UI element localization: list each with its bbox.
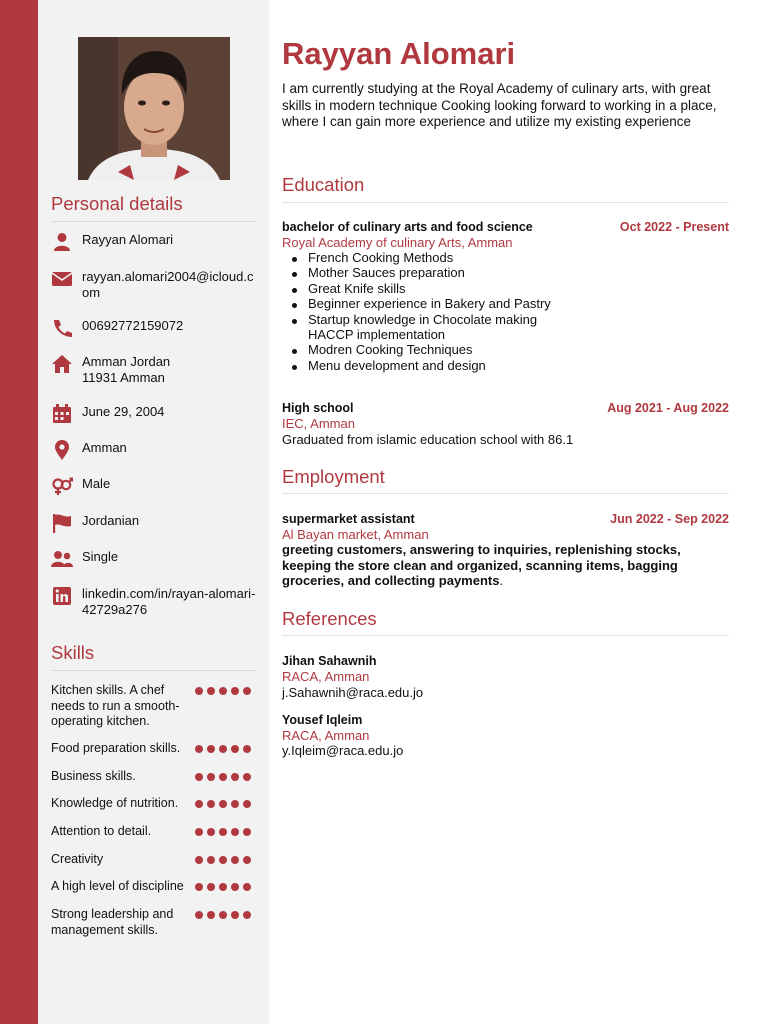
profile-summary: I am currently studying at the Royal Academy of culinary arts, with great skills in modern technique Cooking looking forward to working in a place, where I can gain more experience and utilize my existing experience xyxy=(282,81,717,129)
skill-level-dot xyxy=(231,800,239,808)
skill-item xyxy=(51,824,263,840)
education-date: Oct 2022 - Present xyxy=(619,220,729,234)
skill-level-dot xyxy=(207,828,215,836)
skill-level-dot xyxy=(231,856,239,864)
education-title: High school xyxy=(282,401,354,415)
education-institution: IEC, Amman xyxy=(282,416,355,431)
skill-level-dot xyxy=(219,911,227,919)
skill-name: Food preparation skills. xyxy=(51,741,181,755)
divider xyxy=(51,221,256,222)
skill-item xyxy=(51,796,263,812)
skill-name: A high level of discipline xyxy=(51,879,184,893)
skill-level-dot xyxy=(243,828,251,836)
person-icon xyxy=(51,232,73,252)
skill-level-dot xyxy=(243,883,251,891)
candidate-name: Rayyan Alomari xyxy=(282,36,516,71)
employment-heading: Employment xyxy=(282,466,385,487)
skill-level-dot xyxy=(195,883,203,891)
skill-name: Strong leadership and management skills. xyxy=(51,907,174,937)
skill-level-dot xyxy=(207,745,215,753)
skill-item xyxy=(51,879,263,895)
skill-level-dot xyxy=(231,828,239,836)
skill-level-dot xyxy=(243,687,251,695)
detail-text: Male xyxy=(82,476,111,491)
education-heading: Education xyxy=(282,174,365,195)
skill-level-dot xyxy=(231,745,239,753)
skill-level-dot xyxy=(219,745,227,753)
home-icon xyxy=(51,354,73,374)
accent-stripe xyxy=(0,0,38,1024)
skill-level-dot xyxy=(243,745,251,753)
flag-icon xyxy=(51,513,73,533)
skill-level-dot xyxy=(243,911,251,919)
job-employer: Al Bayan market, Amman xyxy=(282,527,429,542)
job-description-text: greeting customers, answering to inquiries, replenishing stocks, keeping the store clean and organized, scanning items, bagging groceries, and collecting payments xyxy=(282,542,681,588)
skill-name: Creativity xyxy=(51,852,104,866)
divider xyxy=(282,635,729,636)
skills-heading: Skills xyxy=(51,642,95,663)
skill-item xyxy=(51,769,263,785)
skill-level-dots xyxy=(195,773,251,781)
skill-name: Attention to detail. xyxy=(51,824,152,838)
detail-text: June 29, 2004 xyxy=(82,404,165,419)
personal-details-heading: Personal details xyxy=(51,193,183,214)
skill-level-dots xyxy=(195,828,251,836)
list-item: Beginner experience in Bakery and Pastry xyxy=(292,296,592,311)
skill-level-dot xyxy=(231,687,239,695)
skill-item xyxy=(51,907,263,938)
detail-text: Rayyan Alomari xyxy=(82,232,174,247)
linkedin-icon xyxy=(51,586,73,606)
education-date: Aug 2021 - Aug 2022 xyxy=(607,401,729,415)
reference-name: Yousef Iqleim xyxy=(282,713,363,727)
job-title: supermarket assistant xyxy=(282,512,415,526)
reference-name: Jihan Sahawnih xyxy=(282,654,377,668)
skill-level-dot xyxy=(207,687,215,695)
references-heading: References xyxy=(282,608,377,629)
skill-item xyxy=(51,741,263,757)
skill-level-dot xyxy=(195,911,203,919)
skill-level-dot xyxy=(195,745,203,753)
job-date: Jun 2022 - Sep 2022 xyxy=(610,512,729,526)
skill-level-dots xyxy=(195,687,251,695)
profile-photo xyxy=(78,37,230,180)
divider xyxy=(282,202,729,203)
skill-level-dot xyxy=(219,828,227,836)
email-icon xyxy=(51,269,73,289)
skill-level-dot xyxy=(195,828,203,836)
skill-level-dot xyxy=(195,856,203,864)
detail-text[interactable]: 00692772159072 xyxy=(82,318,184,333)
list-item: Great Knife skills xyxy=(292,281,592,296)
phone-icon xyxy=(51,318,73,338)
people-icon xyxy=(51,549,73,569)
skill-level-dot xyxy=(195,687,203,695)
skill-level-dots xyxy=(195,911,251,919)
list-item: Mother Sauces preparation xyxy=(292,265,592,280)
skill-level-dot xyxy=(207,800,215,808)
reference-email[interactable]: y.Iqleim@raca.edu.jo xyxy=(282,743,404,758)
detail-text: Single xyxy=(82,549,119,564)
skill-level-dot xyxy=(195,773,203,781)
education-title: bachelor of culinary arts and food science xyxy=(282,220,533,234)
skill-level-dots xyxy=(195,800,251,808)
reference-org: RACA, Amman xyxy=(282,728,370,743)
detail-text[interactable]: rayyan.alomari2004@icloud.com xyxy=(82,269,254,300)
skill-level-dot xyxy=(219,856,227,864)
detail-text: Amman xyxy=(82,440,127,455)
calendar-icon xyxy=(51,404,73,424)
education-institution: Royal Academy of culinary Arts, Amman xyxy=(282,235,513,250)
location-pin-icon xyxy=(51,440,73,460)
skill-level-dot xyxy=(243,800,251,808)
skill-level-dot xyxy=(207,883,215,891)
reference-org: RACA, Amman xyxy=(282,669,370,684)
skill-level-dots xyxy=(195,883,251,891)
list-item: Menu development and design xyxy=(292,358,592,373)
list-item: Modren Cooking Techniques xyxy=(292,342,592,357)
skill-level-dot xyxy=(219,687,227,695)
detail-text: Jordanian xyxy=(82,513,140,528)
skill-name: Knowledge of nutrition. xyxy=(51,796,179,810)
education-bullet-list xyxy=(292,250,592,373)
skill-level-dots xyxy=(195,856,251,864)
job-description xyxy=(282,542,697,589)
skill-level-dot xyxy=(231,773,239,781)
gender-icon xyxy=(51,476,73,496)
job-description-end: . xyxy=(499,573,504,588)
skill-level-dot xyxy=(207,773,215,781)
skill-name: Business skills. xyxy=(51,769,136,783)
skill-level-dot xyxy=(231,911,239,919)
detail-text: Amman Jordan 11931 Amman xyxy=(82,354,171,385)
skill-level-dot xyxy=(219,800,227,808)
skill-level-dot xyxy=(195,800,203,808)
skill-level-dot xyxy=(207,911,215,919)
reference-email[interactable]: j.Sahawnih@raca.edu.jo xyxy=(282,685,424,700)
divider xyxy=(282,493,729,494)
list-item: French Cooking Methods xyxy=(292,250,592,265)
skill-item xyxy=(51,683,263,730)
skill-level-dot xyxy=(243,773,251,781)
skill-level-dot xyxy=(231,883,239,891)
education-description: Graduated from islamic education school with 86.1 xyxy=(282,432,574,447)
skill-level-dots xyxy=(195,745,251,753)
skill-item xyxy=(51,852,263,868)
skill-level-dot xyxy=(243,856,251,864)
skill-level-dot xyxy=(207,856,215,864)
detail-text[interactable]: linkedin.com/in/rayan-alomari-42729a276 xyxy=(82,586,256,617)
skill-level-dot xyxy=(219,883,227,891)
list-item: Startup knowledge in Chocolate making HACCP implementation xyxy=(292,312,548,343)
skill-level-dot xyxy=(219,773,227,781)
divider xyxy=(51,670,256,671)
skill-name: Kitchen skills. A chef needs to run a smooth-operating kitchen. xyxy=(51,683,180,728)
